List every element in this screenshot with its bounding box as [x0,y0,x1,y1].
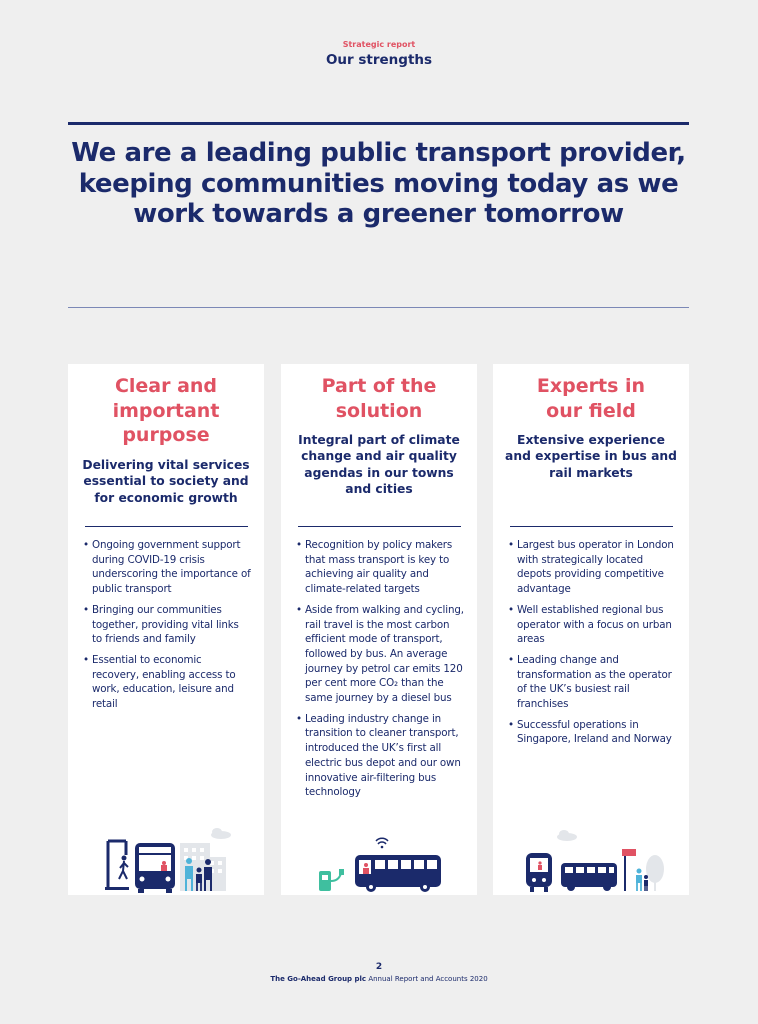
report-name: Annual Report and Accounts 2020 [368,975,488,983]
card-divider [298,526,461,527]
train-and-bus-illustration-icon [493,825,689,895]
electric-bus-illustration-icon [281,825,477,895]
card-divider [510,526,673,527]
strength-card-experts [493,364,689,895]
card-subtitle: Delivering vital services essential to society and for economic growth [82,458,250,505]
company-name: The Go-Ahead Group plc [270,975,367,983]
section-title: Our strengths [325,52,433,68]
list-item: • Recognition by policy makers that mass transport is key to achieving air quality and climate-related targets [296,538,464,597]
page-header [0,40,758,68]
list-item: • Well established regional bus operator with a focus on urban areas [508,603,676,647]
list-item: • Leading industry change in transition to cleaner transport, introduced the UK’s first all electric bus depot and our own innovative air-filtering bus technology [296,712,464,800]
list-item: • Essential to economic recovery, enabling access to work, education, leisure and retail [83,653,251,712]
card-title: Experts in our field [536,375,646,422]
bottom-divider [68,307,689,308]
top-divider [68,122,689,125]
bus-stop-illustration-icon [68,825,264,895]
card-title: Part of the solution [321,375,437,422]
list-item: • Leading change and transformation as the operator of the UK’s busiest rail franchises [508,653,676,712]
card-subtitle: Extensive experience and expertise in bus and rail markets [505,433,677,480]
list-item: • Bringing our communities together, providing vital links to friends and family [83,603,251,647]
card-title: Clear and important purpose [112,375,220,446]
bullet-list [508,538,676,753]
headline: We are a leading public transport provider, keeping communities moving today as we work towards a greener tomorrow [71,138,686,229]
section-eyebrow: Strategic report [342,40,416,49]
list-item: • Aside from walking and cycling, rail travel is the most carbon efficient mode of transport, followed by bus. An average journey by petrol car emits 120 per cent more CO₂ than the same journey by a diesel bus [296,603,464,706]
card-divider [85,526,248,527]
list-item: • Successful operations in Singapore, Ireland and Norway [508,718,676,747]
page-footer [0,962,758,983]
list-item: • Largest bus operator in London with strategically located depots providing competitive advantage [508,538,676,597]
footer-line [0,975,758,983]
bullet-list [296,538,464,806]
strength-card-solution [281,364,477,895]
bullet-list [83,538,251,718]
card-subtitle: Integral part of climate change and air quality agendas in our towns and cities [298,433,460,496]
list-item: • Ongoing government support during COVID-19 crisis underscoring the importance of public transport [83,538,251,597]
page-number: 2 [375,962,383,972]
strength-card-purpose [68,364,264,895]
